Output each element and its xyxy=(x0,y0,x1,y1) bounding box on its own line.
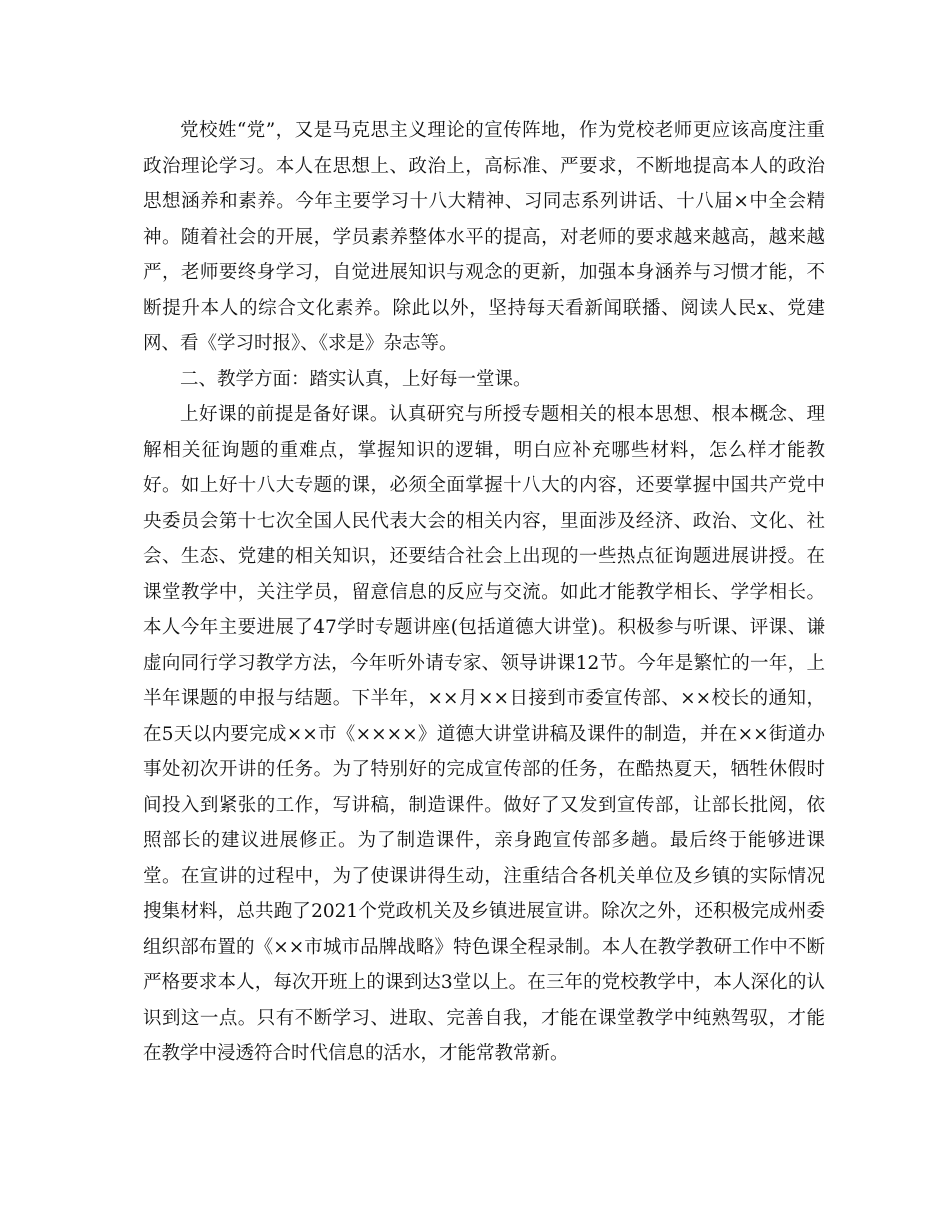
document-body xyxy=(143,113,825,1072)
paragraph-teaching: 上好课的前提是备好课。认真研究与所授专题相关的根本思想、根本概念、理解相关征询题的重难点，掌握知识的逻辑，明白应补充哪些材料，怎么样才能教好。如上好十八大专题的课，必须全面掌握十八大的内容，还要掌握中国共产党中央委员会第十七次全国人民代表大会的相关内容，里面涉及经济、政治、文化、社会、生态、党建的相关知识，还要结合社会上出现的一些热点征询题进展讲授。在课堂教学中，关注学员，留意信息的反应与交流。如此才能教学相长、学学相长。本人今年主要进展了47学时专题讲座(包括道德大讲堂)。积极参与听课、评课、谦虚向同行学习教学方法，今年听外请专家、领导讲课12节。今年是繁忙的一年，上半年课题的申报与结题。下半年，××月××日接到市委宣传部、××校长的通知，在5天以内要完成××市《××××》道德大讲堂讲稿及课件的制造，并在××街道办事处初次开讲的任务。为了特别好的完成宣传部的任务，在酷热夏天，牺牲休假时间投入到紧张的工作，写讲稿，制造课件。做好了又发到宣传部，让部长批阅，依照部长的建议进展修正。为了制造课件，亲身跑宣传部多趟。最后终于能够进课堂。在宣讲的过程中，为了使课讲得生动，注重结合各机关单位及乡镇的实际情况搜集材料，总共跑了2021个党政机关及乡镇进展宣讲。除次之外，还积极完成州委组织部布置的《××市城市品牌战略》特色课全程录制。本人在教学教研工作中不断严格要求本人，每次开班上的课到达3堂以上。在三年的党校教学中，本人深化的认识到这一点。只有不断学习、进取、完善自我，才能在课堂教学中纯熟驾驭，才能在教学中浸透符合时代信息的活水，才能常教常新。 xyxy=(143,404,825,1064)
section-heading-teaching: 二、教学方面：踏实认真，上好每一堂课。 xyxy=(180,368,532,390)
paragraph-political-study: 党校姓“党”，又是马克思主义理论的宣传阵地，作为党校老师更应该高度注重政治理论学习。本人在思想上、政治上，高标准、严要求，不断地提高本人的政治思想涵养和素养。今年主要学习十八大精神、习同志系列讲话、十八届×中全会精神。随着社会的开展，学员素养整体水平的提高，对老师的要求越来越高，越来越严，老师要终身学习，自觉进展知识与观念的更新，加强本身涵养与习惯才能，不断提升本人的综合文化素养。除此以外，坚持每天看新闻联播、阅读人民x、党建网、看《学习时报》、《求是》杂志等。 xyxy=(143,120,825,354)
